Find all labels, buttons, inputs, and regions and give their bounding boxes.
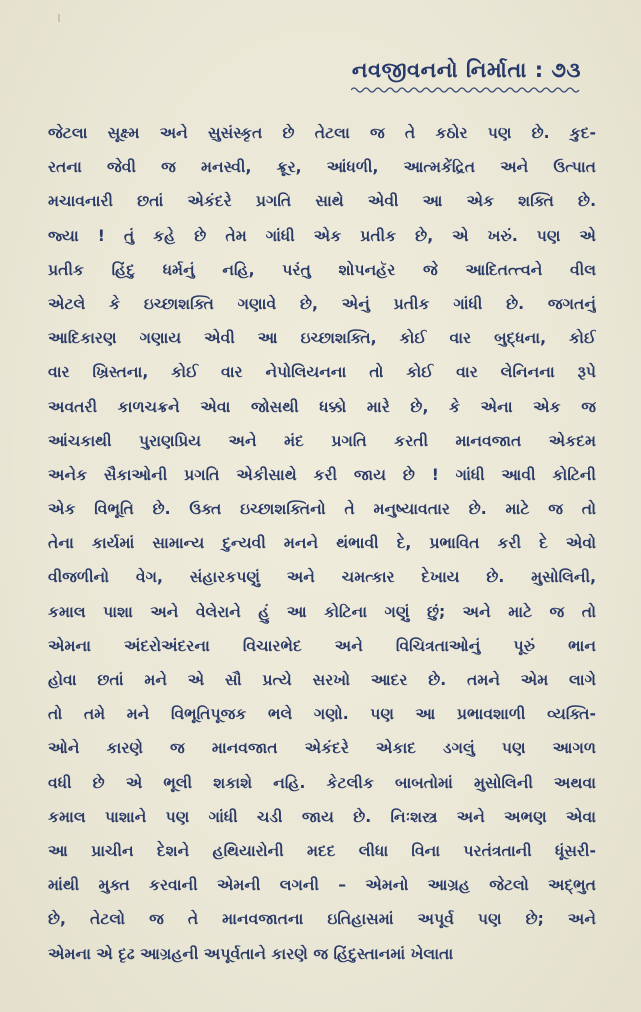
text-line: વાર ખ્રિસ્તના, કોઈ વાર નેપોલિયનના તો કોઈ વાર લેનિનના રૂપે [48,363,596,382]
header-wavy-rule [351,86,581,94]
text-line: તો તમે મને વિભૂતિપૂજક ભલે ગણો. પણ આ પ્રભાવશાળી વ્યક્તિ- [48,705,596,724]
running-header: નવજીવનનો નિર્માતા : ૭૩ [351,58,581,82]
text-line: ઓને કારણે જ માનવજાત એકંદરે એકાદ ડગલું પણ આગળ [48,739,596,758]
text-line: મચાવનારી છતાં એકંદરે પ્રગતિ સાથે એવી આ એક શક્તિ છે. [48,192,596,211]
text-line: અનેક સૈકાઓની પ્રગતિ એકીસાથે કરી જાય છે ! ગાંધી આવી કોટિની [48,465,596,484]
text-line: આંચકાથી પુરાણપ્રિય અને મંદ પ્રગતિ કરતી માનવજાત એકદમ [48,431,596,450]
text-line: તેના કાર્યમાં સામાન્ય દુન્યવી મનને થંભાવી દે, પ્રભાવિત કરી દે એવો [48,534,596,553]
text-line: રતના જેવી જ મનસ્વી, ક્રૂર, આંધળી, આત્મકેંદ્રિત અને ઉત્પાત [48,158,596,177]
text-line: પ્રતીક હિંદુ ધર્મનું નહિ, પરંતુ શોપનહૅર જે આદિતત્ત્વને વીલ [48,260,596,279]
text-line: એમના અંદરોઅંદરના વિચારભેદ અને વિચિત્રતાઓનું પૂરું ભાન [48,636,596,655]
text-line: કમાલ પાશાને પણ ગાંધી ચડી જાય છે. નિઃશસ્ત્ર અને અભણ એવા [48,807,596,826]
body-paragraph [48,116,596,971]
text-line: કમાલ પાશા અને વેલેરાને હું આ કોટિના ગણું છું; અને માટે જ તો [48,602,596,621]
text-line: જ્યા ! તું કહે છે તેમ ગાંધી એક પ્રતીક છે, એ ખરું. પણ એ [48,226,596,245]
text-line: આદિકારણ ગણાય એવી આ ઇચ્છાશક્તિ, કોઈ વાર બુદ્ધના, કોઈ [48,329,596,348]
text-line: વધી છે એ ભૂલી શકાશે નહિ. કેટલીક બાબતોમાં મુસોલિની અથવા [48,773,596,792]
text-line: જેટલા સૂક્ષ્મ અને સુસંસ્કૃત છે તેટલા જ તે કઠોર પણ છે. કુદ- [48,124,596,142]
text-line: વીજળીનો વેગ, સંહારકપણું અને ચમત્કાર દેખાય છે. મુસોલિની, [48,568,596,587]
text-line: અવતરી કાળચક્રને એવા જોસથી ધક્કો મારે છે, કે એના એક જ [48,397,596,416]
text-line: હોવા છતાં મને એ સૌ પ્રત્યે સરખો આદર છે. તમને એમ લાગે [48,671,596,689]
text-line: એટલે કે ઇચ્છાશક્તિ ગણાવે છે, એનું પ્રતીક ગાંધી છે. જગતનું [48,294,596,313]
page-edge-mark [58,14,60,22]
text-line: આ પ્રાચીન દેશને હથિયારોની મદદ લીધા વિના પરતંત્રતાની ધૂંસરી- [48,841,596,860]
text-line: માંથી મુક્ત કરવાની એમની લગની – એમનો આગ્રહ જેટલો અદ્ભુત [48,876,596,895]
text-line: છે, તેટલો જ તે માનવજાતના ઇતિહાસમાં અપૂર્વ પણ છે; અને [48,910,596,929]
text-line: એક વિભૂતિ છે. ઉક્ત ઇચ્છાશક્તિનો તે મનુષ્યાવતાર છે. માટે જ તો [48,500,596,519]
text-line: એમના એ દૃઢ આગ્રહની અપૂર્વતાને કારણે જ હિંદુસ્તાનમાં ખેલાતા [48,944,454,963]
